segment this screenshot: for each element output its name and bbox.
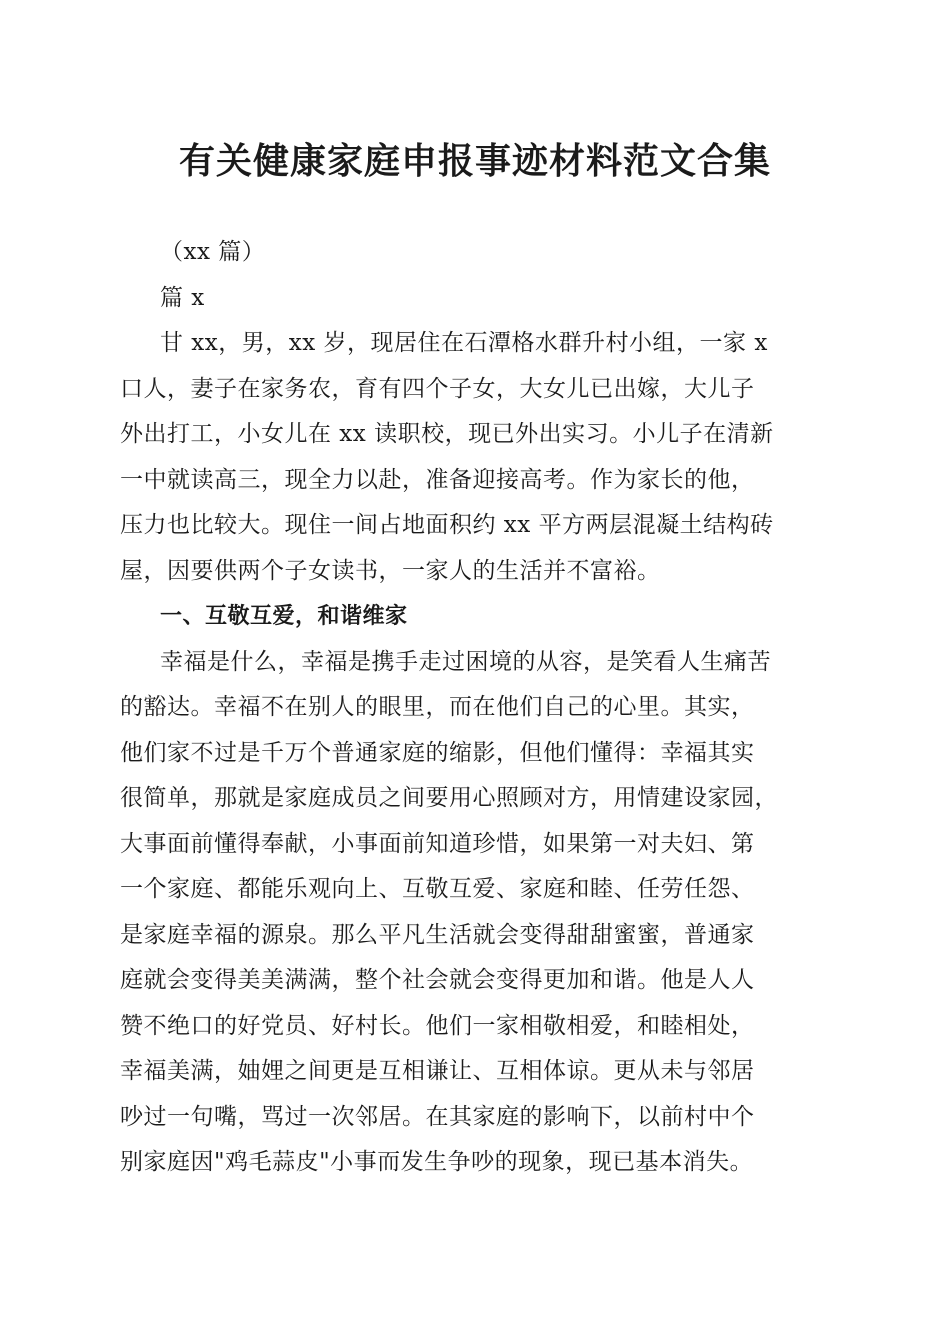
paragraph-line: 他们家不过是千万个普通家庭的缩影，但他们懂得：幸福其实 (120, 739, 755, 766)
paragraph-line: 幸福美满，妯娌之间更是互相谦让、互相体谅。更从未与邻居 (120, 1058, 755, 1084)
article-count-note: （xx 篇） (160, 239, 266, 265)
paragraph-line: 口人，妻子在家务农，育有四个子女，大女儿已出嫁，大儿子 (120, 375, 755, 402)
paragraph-line: 压力也比较大。现住一间占地面积约 xx 平方两层混凝土结构砖 (120, 512, 774, 538)
paragraph-line: 别家庭因"鸡毛蒜皮"小事而发生争吵的现象，现已基本消失。 (120, 1149, 754, 1175)
paragraph-line: 幸福是什么，幸福是携手走过困境的从容，是笑看人生痛苦 (160, 648, 771, 675)
paragraph-line: 很简单，那就是家庭成员之间要用心照顾对方，用情建设家园， (120, 785, 778, 811)
paragraph-line: 甘 xx，男，xx 岁，现居住在石潭格水群升村小组，一家 x (160, 330, 768, 356)
section-label: 篇 x (160, 284, 205, 311)
section-heading: 一、互敬互爱，和谐维家 (160, 604, 408, 629)
paragraph-line: 一个家庭、都能乐观向上、互敬互爱、家庭和睦、任劳任怨、 (120, 876, 755, 902)
paragraph-line: 庭就会变得美美满满，整个社会就会变得更加和谐。他是人人 (120, 967, 755, 993)
document-body (120, 230, 834, 1186)
paragraph-line: 外出打工，小女儿在 xx 读职校，现已外出实习。小儿子在清新 (120, 421, 774, 447)
paragraph-line: 赞不绝口的好党员、好村长。他们一家相敬相爱，和睦相处， (120, 1012, 755, 1039)
paragraph-line: 大事面前懂得奉献，小事面前知道珍惜，如果第一对夫妇、第 (120, 830, 755, 857)
document-title: 有关健康家庭申报事迹材料范文合集 (178, 140, 771, 182)
paragraph-line: 一中就读高三，现全力以赴，准备迎接高考。作为家长的他， (120, 466, 755, 493)
paragraph-line: 吵过一句嘴，骂过一次邻居。在其家庭的影响下，以前村中个 (120, 1103, 755, 1130)
paragraph-line: 屋，因要供两个子女读书，一家人的生活并不富裕。 (120, 557, 661, 584)
paragraph-line: 是家庭幸福的源泉。那么平凡生活就会变得甜甜蜜蜜，普通家 (120, 921, 755, 948)
paragraph-line: 的豁达。幸福不在别人的眼里，而在他们自己的心里。其实， (120, 694, 755, 720)
